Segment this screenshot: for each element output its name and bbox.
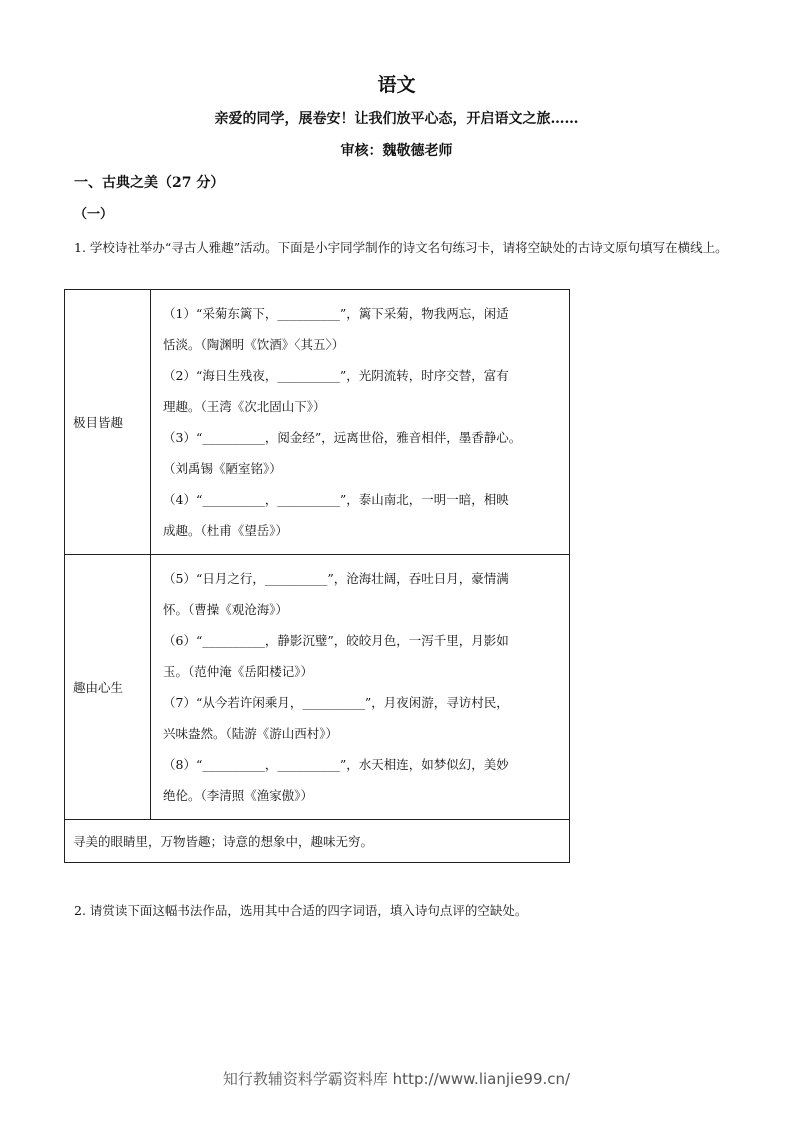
table-row bbox=[65, 290, 570, 555]
table-content-cell bbox=[151, 290, 570, 555]
practice-card-table bbox=[64, 289, 570, 863]
card-line: （6）“__________，静影沉璧”，皎皎月色，一泻千里，月影如 bbox=[163, 633, 509, 648]
card-line: （7）“从今若许闲乘月，__________”，月夜闲游，寻访村民， bbox=[163, 695, 509, 710]
card-line: 成趣。（杜甫《望岳》） bbox=[163, 523, 289, 538]
card-line: （刘禹锡《陋室铭》） bbox=[163, 461, 282, 476]
watermark-footer: 知行教辅资料学霸资料库 http://www.lianjie99.cn/ bbox=[222, 1070, 571, 1088]
card-line: （1）“采菊东篱下，__________”，篱下采菊，物我两忘，闲适 bbox=[163, 306, 509, 321]
table-footer: 寻美的眼睛里，万物皆趣；诗意的想象中，趣味无穷。 bbox=[65, 820, 570, 863]
card-line: 玉。（范仲淹《岳阳楼记》） bbox=[163, 664, 314, 679]
card-line: 绝伦。（李清照《渔家傲》） bbox=[163, 788, 314, 803]
subsection-heading: （一） bbox=[74, 207, 114, 222]
page-title: 语文 bbox=[377, 74, 416, 96]
section-heading: 一、古典之美（27 分） bbox=[74, 175, 225, 191]
table-category: 趣由心生 bbox=[65, 555, 151, 820]
table-category: 极目皆趣 bbox=[65, 290, 151, 555]
card-line: 理趣。（王湾《次北固山下》） bbox=[163, 399, 326, 414]
card-line: （5）“日月之行，__________”，沧海壮阔，吞吐日月，豪情满 bbox=[163, 571, 509, 586]
card-line: 恬淡。（陶渊明《饮酒》〈其五〉） bbox=[163, 337, 345, 352]
card-line: 怀。（曹操《观沧海》） bbox=[163, 602, 289, 617]
table-row bbox=[65, 820, 570, 863]
card-line: （3）“__________，阅金经”，远离世俗，雅音相伴，墨香静心。 bbox=[163, 430, 522, 445]
table-content-cell bbox=[151, 555, 570, 820]
page-subtitle: 亲爱的同学，展卷安！让我们放平心态，开启语文之旅…… bbox=[214, 111, 579, 127]
question-1-text: 1. 学校诗社举办“寻古人雅趣”活动。下面是小宇同学制作的诗文名句练习卡，请将空缺处的古诗文原句填写在横线上。 bbox=[74, 240, 728, 255]
question-2-text: 2. 请赏读下面这幅书法作品，选用其中合适的四字词语，填入诗句点评的空缺处。 bbox=[74, 903, 528, 918]
card-line: （2）“海日生残夜，__________”，光阴流转，时序交替，富有 bbox=[163, 368, 509, 383]
card-line: 兴味盎然。（陆游《游山西村》） bbox=[163, 726, 339, 741]
card-line: （8）“__________，__________”，水天相连，如梦似幻，美妙 bbox=[163, 757, 509, 772]
reviewer-line: 审核：魏敬德老师 bbox=[340, 143, 453, 159]
table-row bbox=[65, 555, 570, 820]
card-line: （4）“__________，__________”，泰山南北，一明一暗，相映 bbox=[163, 492, 509, 507]
